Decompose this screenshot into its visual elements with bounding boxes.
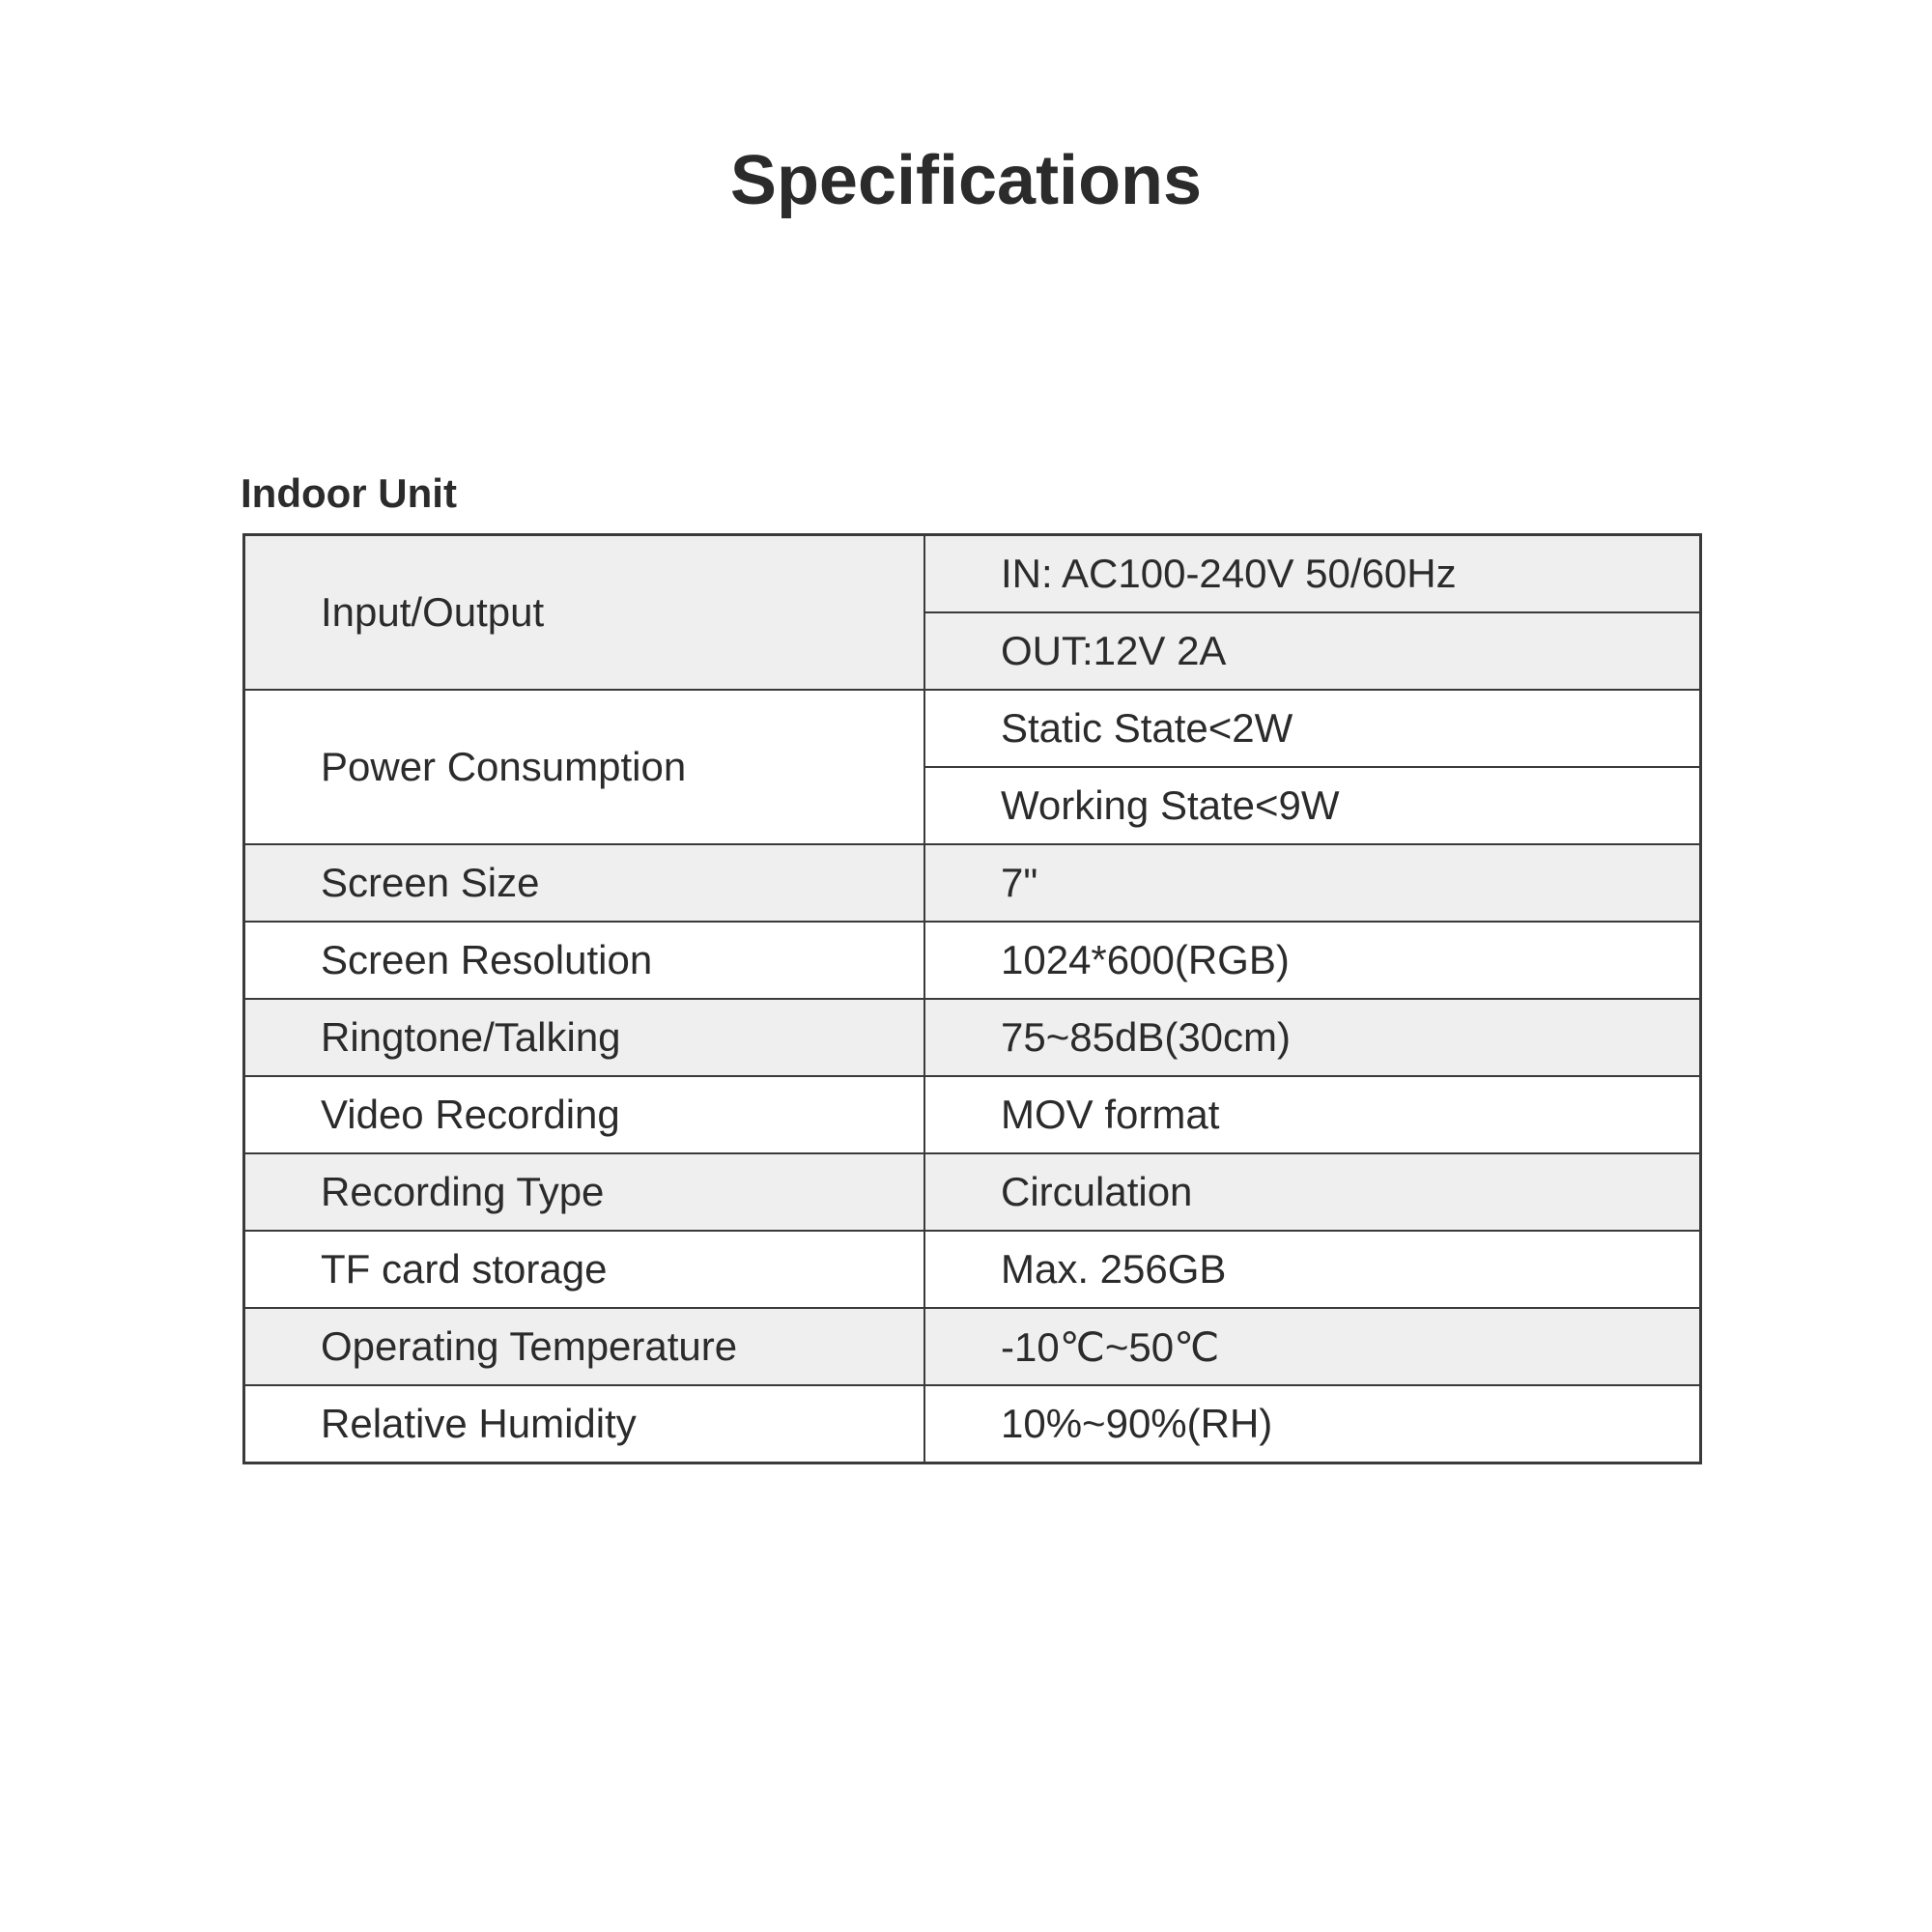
spec-row-screen-resolution — [244, 922, 1701, 999]
spec-label: Power Consumption — [244, 690, 925, 844]
spec-label: Video Recording — [244, 1076, 925, 1153]
spec-label: Ringtone/Talking — [244, 999, 925, 1076]
spec-label: Screen Size — [244, 844, 925, 922]
spec-row-recording-type — [244, 1153, 1701, 1231]
spec-row-video-recording — [244, 1076, 1701, 1153]
spec-row-tf-card-storage — [244, 1231, 1701, 1308]
spec-value: 7" — [924, 844, 1701, 922]
spec-table — [242, 533, 1702, 1464]
spec-value: 75~85dB(30cm) — [924, 999, 1701, 1076]
spec-row-input-output — [244, 535, 1701, 613]
spec-label: Relative Humidity — [244, 1385, 925, 1463]
spec-row-operating-temperature — [244, 1308, 1701, 1385]
spec-row-ringtone-talking — [244, 999, 1701, 1076]
spec-value: -10℃~50℃ — [924, 1308, 1701, 1385]
spec-label: Operating Temperature — [244, 1308, 925, 1385]
spec-value: Static State<2W — [924, 690, 1701, 767]
spec-value: Max. 256GB — [924, 1231, 1701, 1308]
spec-value: OUT:12V 2A — [924, 612, 1701, 690]
spec-row-power-consumption — [244, 690, 1701, 767]
spec-label: Input/Output — [244, 535, 925, 691]
spec-value: 10%~90%(RH) — [924, 1385, 1701, 1463]
spec-label: TF card storage — [244, 1231, 925, 1308]
spec-label: Recording Type — [244, 1153, 925, 1231]
spec-row-relative-humidity — [244, 1385, 1701, 1463]
spec-value: 1024*600(RGB) — [924, 922, 1701, 999]
section-title: Indoor Unit — [241, 470, 457, 516]
spec-value: MOV format — [924, 1076, 1701, 1153]
page-title: Specifications — [729, 142, 1203, 219]
spec-label: Screen Resolution — [244, 922, 925, 999]
spec-value: Circulation — [924, 1153, 1701, 1231]
spec-value: Working State<9W — [924, 767, 1701, 844]
spec-row-screen-size — [244, 844, 1701, 922]
spec-value: IN: AC100-240V 50/60Hz — [924, 535, 1701, 613]
